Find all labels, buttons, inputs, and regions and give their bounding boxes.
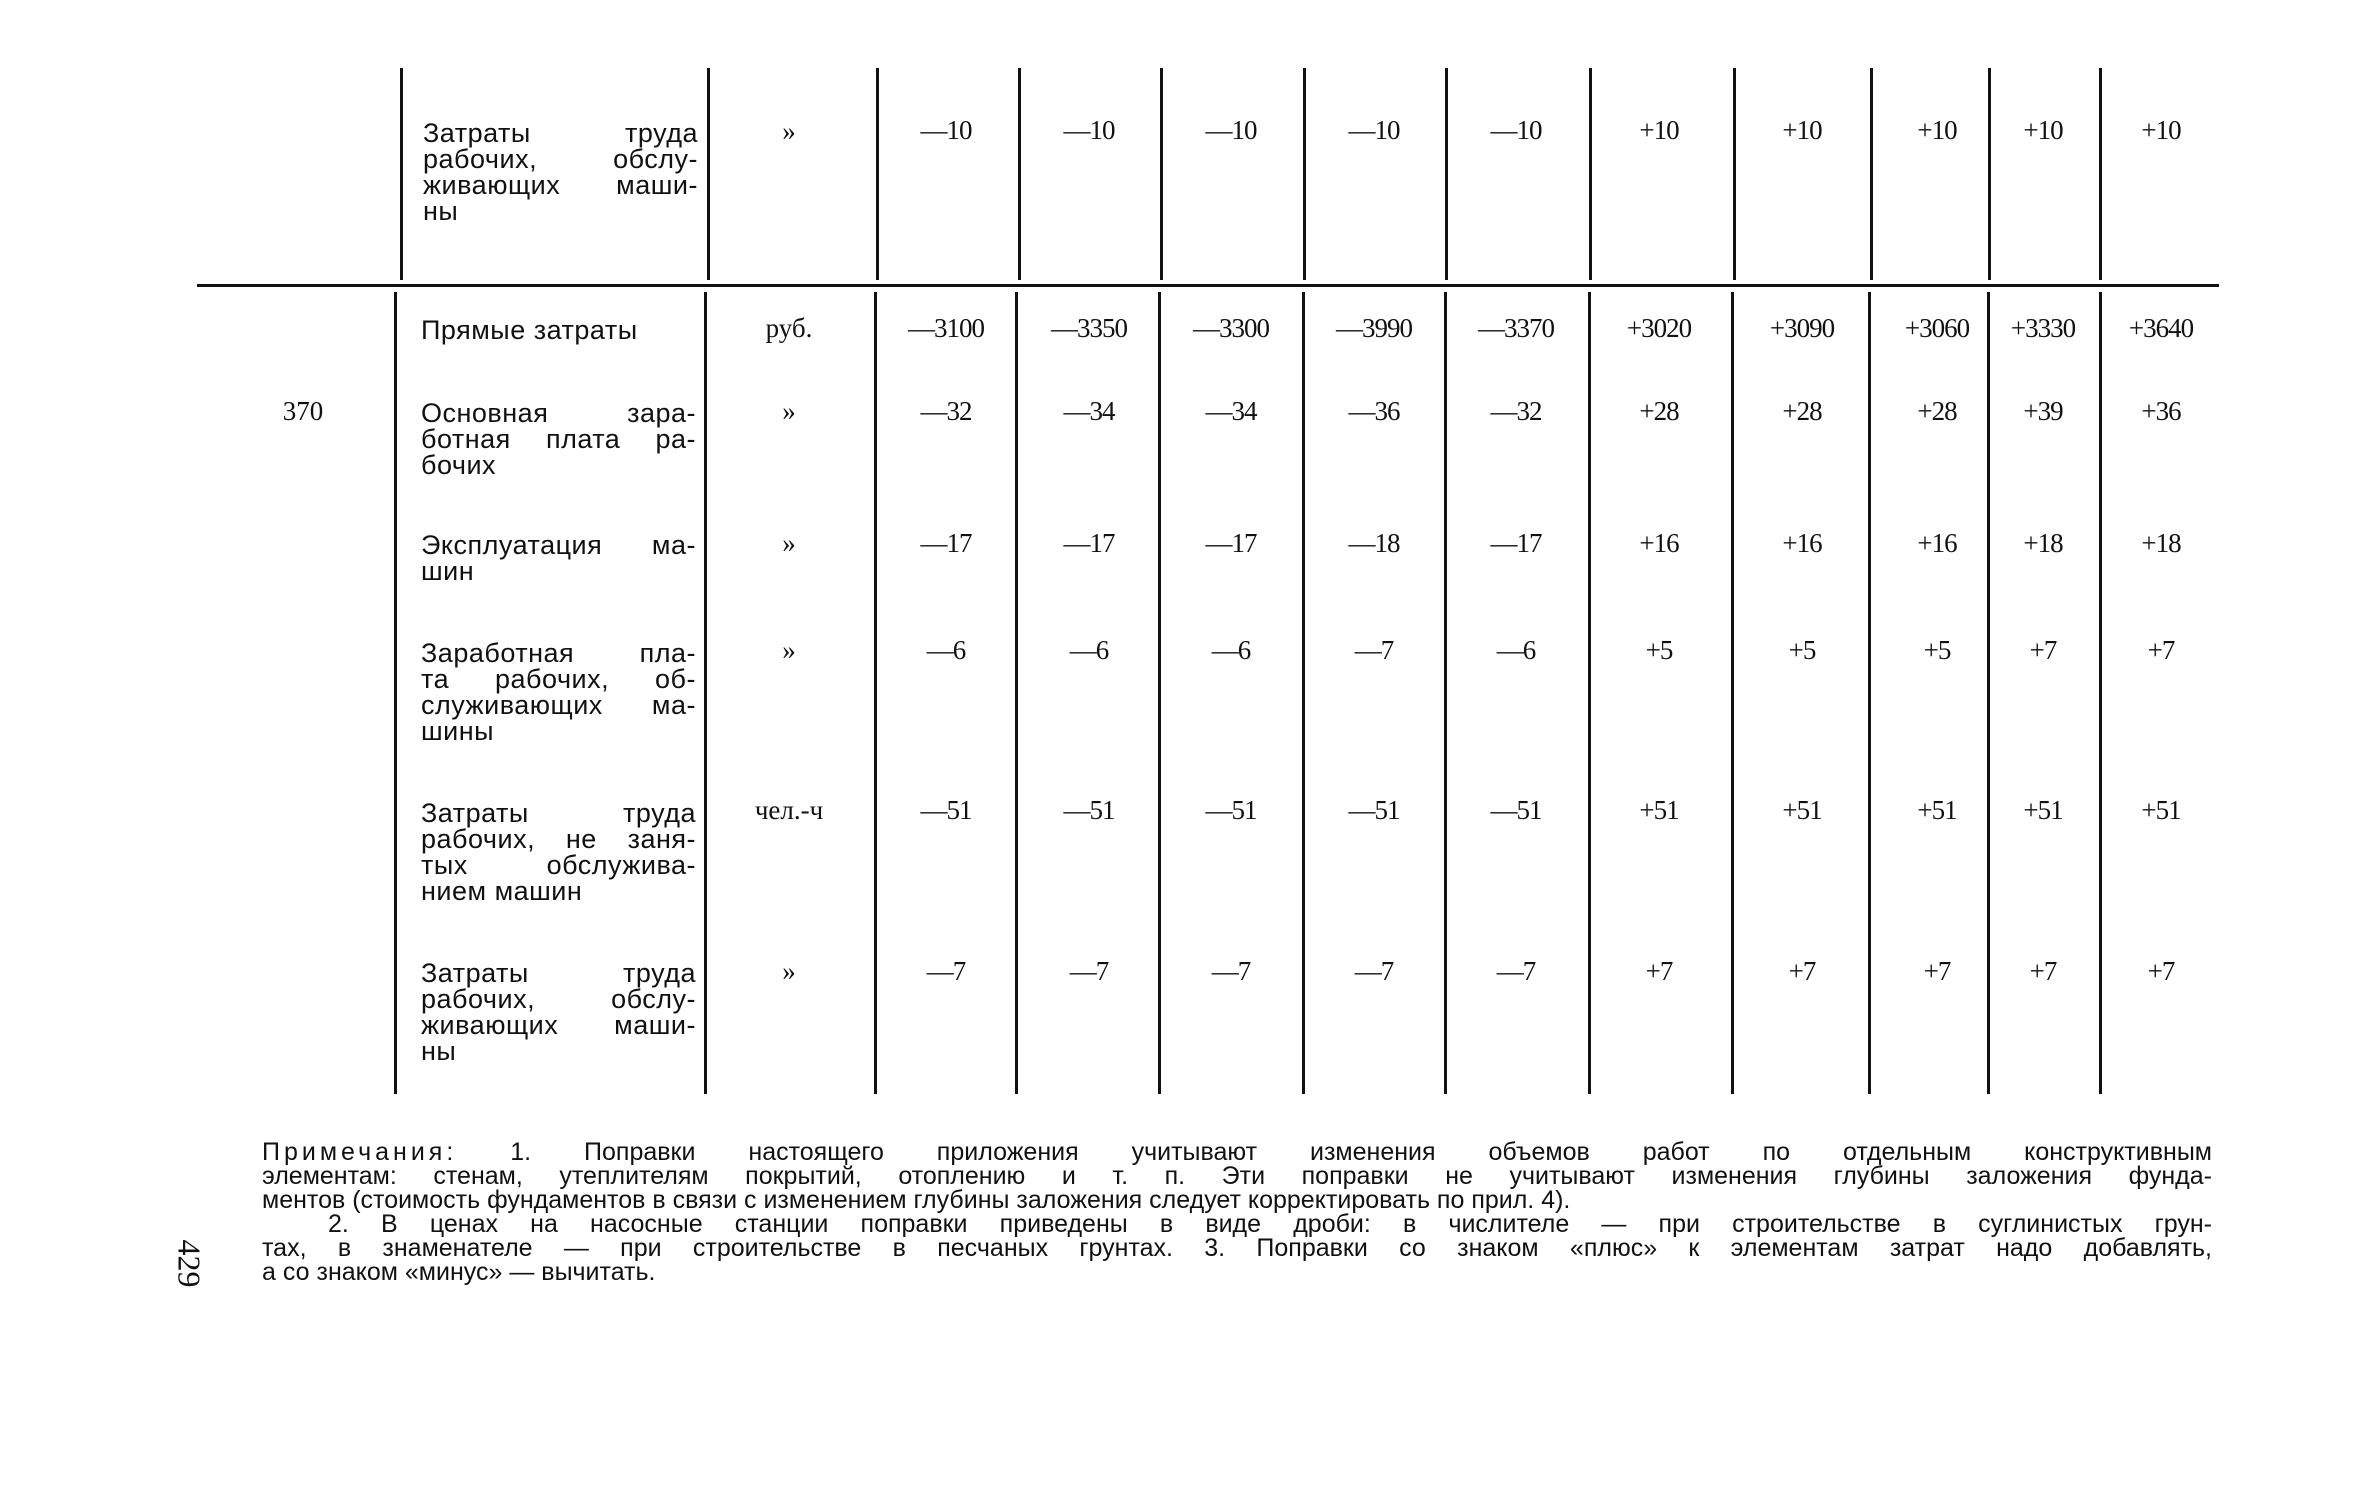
- column-rule: [1731, 292, 1734, 1094]
- row-unit: руб.: [765, 313, 813, 343]
- column-rule: [1588, 292, 1591, 1094]
- column-rule: [1589, 68, 1592, 280]
- row-unit: »: [782, 956, 796, 986]
- column-rule: [1015, 292, 1018, 1094]
- notes-heading: Примечания:: [262, 1138, 458, 1166]
- value-cell: —32: [920, 396, 972, 426]
- value-cell: +5: [1923, 635, 1951, 665]
- column-rule: [1988, 68, 1991, 280]
- value-cell: —3350: [1051, 313, 1127, 343]
- column-rule: [1444, 292, 1447, 1094]
- value-cell: +7: [1788, 956, 1816, 986]
- column-rule: [1018, 68, 1021, 280]
- value-cell: +18: [2141, 528, 2181, 558]
- value-cell: +16: [1639, 528, 1679, 558]
- row-label-line: тых обслужива-: [421, 850, 696, 880]
- row-unit: »: [782, 396, 796, 426]
- column-rule: [704, 292, 707, 1094]
- column-rule: [1160, 68, 1163, 280]
- row-label-line: живающих маши-: [423, 170, 698, 200]
- notes-line: [262, 1140, 2212, 1164]
- value-cell: +3330: [2010, 313, 2076, 343]
- notes-line-text: 1. Поправки настоящего приложения учитывают изменения объемов работ по отдельным конструктивным: [510, 1138, 2212, 1166]
- value-cell: —17: [1490, 528, 1542, 558]
- row-label: [421, 532, 696, 584]
- row-label-line: ны: [421, 1036, 457, 1066]
- row-unit: »: [782, 635, 796, 665]
- column-rule: [874, 292, 877, 1094]
- value-cell: —17: [1063, 528, 1115, 558]
- row-label-line: та рабочих, об-: [421, 664, 696, 694]
- value-cell: —3370: [1478, 313, 1554, 343]
- row-label-line: рабочих, не заня-: [421, 824, 696, 854]
- value-cell: +7: [2029, 635, 2057, 665]
- value-cell: +16: [1917, 528, 1957, 558]
- value-cell: +51: [2023, 795, 2063, 825]
- column-rule: [1868, 292, 1871, 1094]
- value-cell: —32: [1490, 396, 1542, 426]
- value-cell: +3060: [1904, 313, 1970, 343]
- table-separator-rule: [197, 284, 2219, 287]
- value-cell: —10: [1205, 115, 1257, 145]
- row-label: [421, 960, 696, 1064]
- row-label: [421, 640, 696, 744]
- value-cell: +36: [2141, 396, 2181, 426]
- value-cell: —3990: [1336, 313, 1412, 343]
- column-rule: [1302, 292, 1305, 1094]
- notes-line: элементам: стенам, утеплителям покрытий, отоплению и т. п. Эти поправки не учитывают изменения глубины заложения фунда-: [262, 1162, 2212, 1190]
- value-cell: —6: [1496, 635, 1536, 665]
- value-cell: —51: [1490, 795, 1542, 825]
- value-cell: —7: [926, 956, 966, 986]
- value-cell: +5: [1645, 635, 1673, 665]
- notes-line: 2. В ценах на насосные станции поправки приведены в виде дроби: в числителе — при строительстве в суглинистых грун-: [328, 1210, 2212, 1238]
- row-label-line: нием машин: [421, 876, 583, 906]
- row-label-line: ботная плата ра-: [421, 424, 696, 454]
- value-cell: +7: [1923, 956, 1951, 986]
- value-cell: —3300: [1193, 313, 1269, 343]
- row-label-line: бочих: [421, 450, 497, 480]
- value-cell: +51: [1639, 795, 1679, 825]
- value-cell: —6: [1211, 635, 1251, 665]
- column-rule: [1158, 292, 1161, 1094]
- value-cell: —3100: [908, 313, 984, 343]
- value-cell: +3640: [2128, 313, 2194, 343]
- value-cell: +51: [1782, 795, 1822, 825]
- value-cell: +10: [2141, 115, 2181, 145]
- row-label-line: Затраты труда: [421, 798, 696, 828]
- value-cell: —51: [1063, 795, 1115, 825]
- value-cell: +10: [1917, 115, 1957, 145]
- row-label: [423, 120, 698, 224]
- value-cell: —10: [1490, 115, 1542, 145]
- value-cell: —7: [1354, 956, 1394, 986]
- notes-line: тах, в знаменателе — при строительстве в песчаных грунтах. 3. Поправки со знаком «плюс» к элементам затрат надо добавлять,: [262, 1234, 2212, 1262]
- value-cell: —7: [1496, 956, 1536, 986]
- value-cell: —51: [1205, 795, 1257, 825]
- value-cell: —10: [920, 115, 972, 145]
- page-number: 429: [171, 1239, 208, 1288]
- row-label-line: Прямые затраты: [421, 315, 638, 345]
- value-cell: —51: [920, 795, 972, 825]
- value-cell: —7: [1069, 956, 1109, 986]
- value-cell: +7: [2147, 956, 2175, 986]
- value-cell: —34: [1205, 396, 1257, 426]
- value-cell: +3090: [1769, 313, 1835, 343]
- value-cell: —6: [1069, 635, 1109, 665]
- row-label-line: Затраты труда: [421, 958, 696, 988]
- value-cell: +7: [2029, 956, 2057, 986]
- row-unit: чел.-ч: [754, 795, 824, 825]
- row-label-line: Эксплуатация ма-: [421, 530, 696, 560]
- value-cell: —7: [1211, 956, 1251, 986]
- value-cell: —36: [1348, 396, 1400, 426]
- value-cell: +16: [1782, 528, 1822, 558]
- group-code: 370: [282, 396, 324, 426]
- notes-line: ментов (стоимость фундаментов в связи с изменением глубины заложения следует корректировать по прил. 4).: [262, 1186, 1571, 1214]
- notes-block: [262, 1140, 2212, 1284]
- column-rule: [2099, 68, 2102, 280]
- value-cell: —10: [1348, 115, 1400, 145]
- value-cell: +28: [1917, 396, 1957, 426]
- value-cell: +28: [1782, 396, 1822, 426]
- column-rule: [1445, 68, 1448, 280]
- notes-line: а со знаком «минус» — вычитать.: [262, 1258, 656, 1286]
- value-cell: +10: [1639, 115, 1679, 145]
- column-rule: [707, 68, 710, 280]
- column-rule: [876, 68, 879, 280]
- value-cell: +5: [1788, 635, 1816, 665]
- column-rule: [1870, 68, 1873, 280]
- value-cell: +51: [2141, 795, 2181, 825]
- value-cell: +18: [2023, 528, 2063, 558]
- value-cell: —34: [1063, 396, 1115, 426]
- column-rule: [400, 68, 403, 280]
- row-label: [421, 400, 696, 478]
- value-cell: +7: [2147, 635, 2175, 665]
- row-unit: »: [782, 116, 796, 146]
- value-cell: —17: [1205, 528, 1257, 558]
- row-label-line: рабочих, обслу-: [423, 144, 698, 174]
- value-cell: —51: [1348, 795, 1400, 825]
- row-unit: »: [782, 528, 796, 558]
- row-label-line: Основная зара-: [421, 398, 696, 428]
- row-label-line: Заработная пла-: [421, 638, 696, 668]
- value-cell: +10: [2023, 115, 2063, 145]
- row-label: [421, 317, 696, 343]
- row-label-line: шины: [421, 716, 495, 746]
- value-cell: —10: [1063, 115, 1115, 145]
- column-rule: [394, 292, 397, 1094]
- value-cell: —7: [1354, 635, 1394, 665]
- value-cell: —17: [920, 528, 972, 558]
- row-label-line: шин: [421, 556, 475, 586]
- value-cell: +3020: [1626, 313, 1692, 343]
- row-label: [421, 800, 696, 904]
- row-label-line: Затраты труда: [423, 118, 698, 148]
- value-cell: —18: [1348, 528, 1400, 558]
- column-rule: [1303, 68, 1306, 280]
- value-cell: —6: [926, 635, 966, 665]
- row-label-line: ны: [423, 196, 459, 226]
- value-cell: +51: [1917, 795, 1957, 825]
- value-cell: +28: [1639, 396, 1679, 426]
- value-cell: +7: [1645, 956, 1673, 986]
- row-label-line: рабочих, обслу-: [421, 984, 696, 1014]
- row-label-line: служивающих ма-: [421, 690, 696, 720]
- value-cell: +10: [1782, 115, 1822, 145]
- column-rule: [1733, 68, 1736, 280]
- value-cell: +39: [2023, 396, 2063, 426]
- row-label-line: живающих маши-: [421, 1010, 696, 1040]
